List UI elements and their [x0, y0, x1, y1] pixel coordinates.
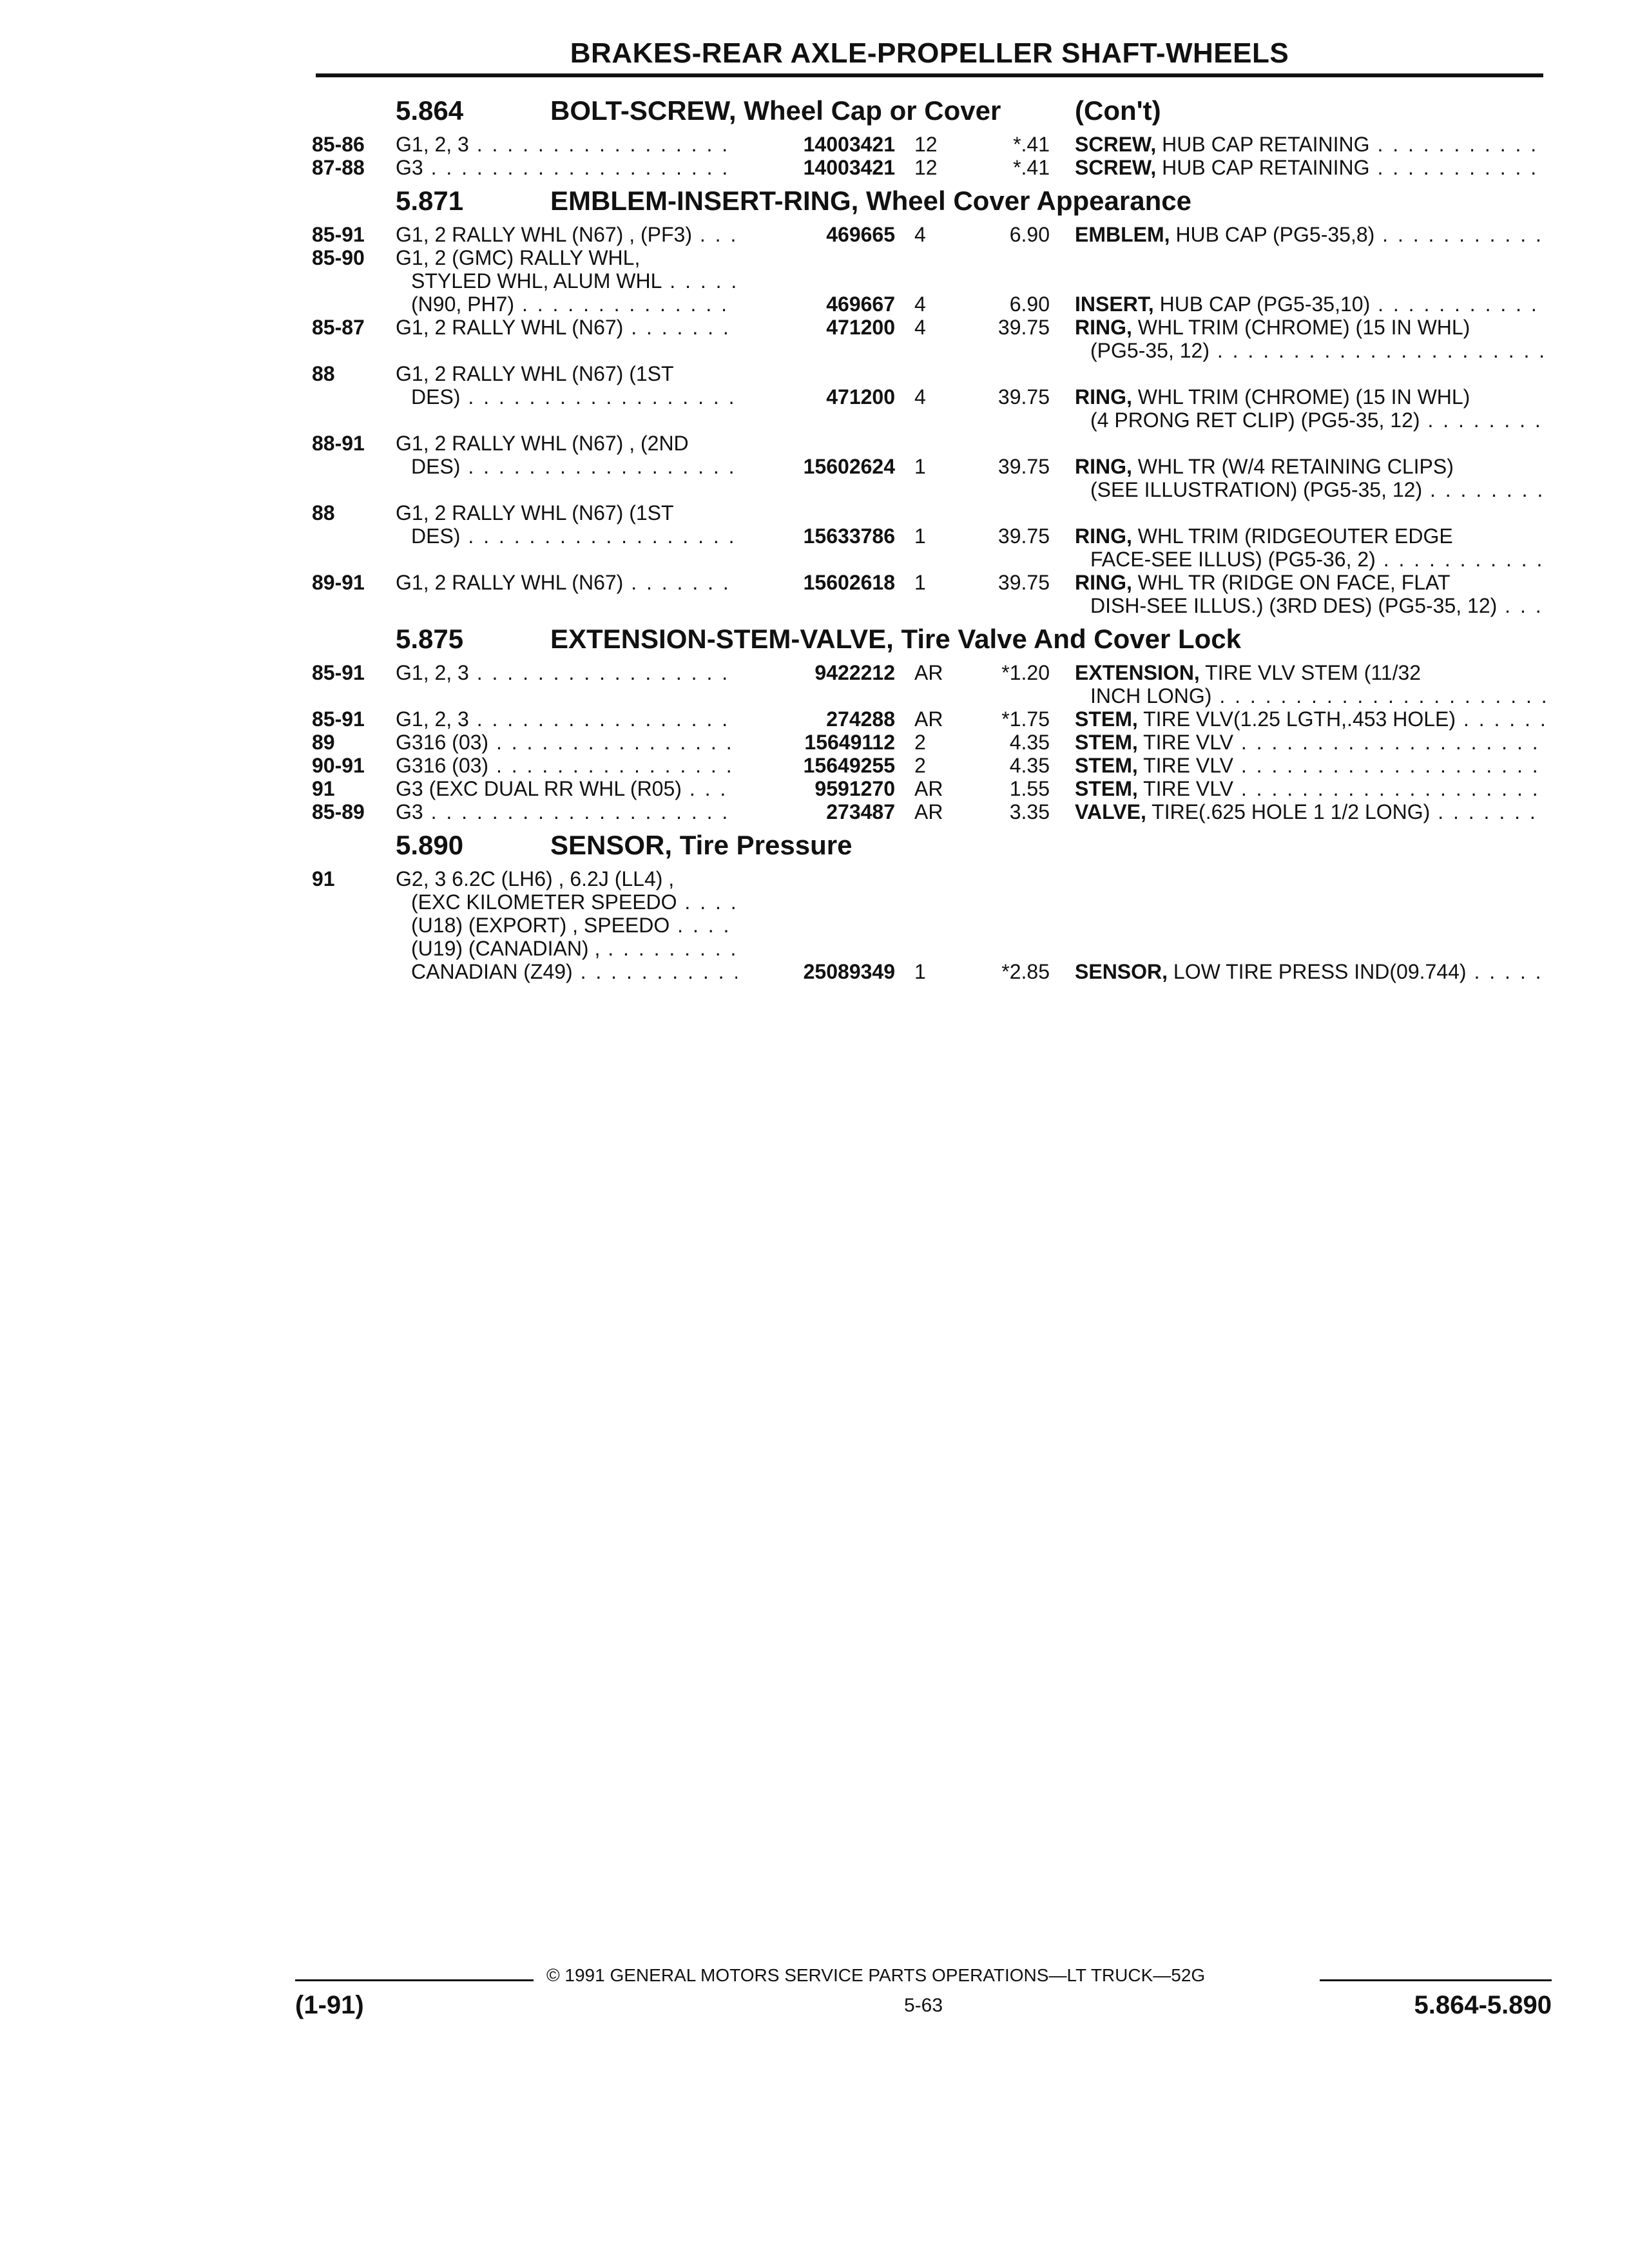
application-line: (U19) (CANADIAN) , . . .	[396, 937, 737, 960]
description-text: HUB CAP (PG5-35,10)	[1153, 293, 1371, 316]
model-year: 88-91	[312, 432, 365, 455]
part-description	[1075, 385, 1547, 432]
description-keyword: SCREW,	[1075, 133, 1157, 156]
description-text: WHL TRIM (CHROME) (15 IN WHL)	[1132, 385, 1470, 408]
application	[396, 661, 737, 684]
application	[396, 432, 737, 478]
part-description	[1075, 707, 1547, 731]
price: 3.35	[1009, 800, 1050, 823]
description-text: TIRE VLV	[1137, 731, 1233, 754]
model-year: 91	[312, 777, 335, 800]
footer-rule-right	[1320, 1979, 1552, 1981]
application	[396, 777, 737, 800]
price: 39.75	[998, 524, 1050, 548]
description-line	[1075, 800, 1547, 823]
part-number: 15602618	[803, 571, 895, 594]
application-line: G316 (03) . . .	[396, 754, 737, 777]
description-line	[1075, 223, 1547, 246]
part-number: 274288	[826, 707, 895, 731]
model-year: 89-91	[312, 571, 365, 594]
part-row	[312, 731, 1547, 754]
part-description	[1075, 455, 1547, 501]
quantity: 12	[914, 133, 938, 156]
section-number: 5.875	[396, 624, 464, 654]
description-keyword: SENSOR,	[1075, 960, 1168, 983]
parts-catalog-content	[312, 89, 1547, 983]
price: *.41	[1013, 133, 1050, 156]
model-year: 91	[312, 867, 335, 890]
part-row	[312, 246, 1547, 316]
description-line	[1075, 156, 1547, 179]
quantity: 4	[914, 223, 926, 246]
description-line	[1075, 133, 1547, 156]
part-row	[312, 432, 1547, 501]
part-description	[1075, 156, 1547, 179]
section-number: 5.864	[396, 95, 464, 126]
description-keyword: STEM,	[1075, 707, 1138, 731]
description-text: TIRE(.625 HOLE 1 1/2 LONG)	[1146, 800, 1431, 823]
part-description	[1075, 800, 1547, 823]
part-description	[1075, 133, 1547, 156]
application	[396, 707, 737, 731]
price: *1.75	[1001, 707, 1050, 731]
application-line: G1, 2 RALLY WHL (N67) (1ST	[396, 501, 674, 524]
application-line: G316 (03) . . .	[396, 731, 737, 754]
section-number: 5.871	[396, 186, 464, 216]
price: *1.20	[1001, 661, 1050, 684]
part-description	[1075, 571, 1547, 617]
part-row	[312, 777, 1547, 800]
part-row	[312, 867, 1547, 983]
application-line: CANADIAN (Z49) . . .	[396, 960, 737, 983]
application-line: G1, 2 RALLY WHL (N67) (1ST	[396, 362, 674, 385]
application	[396, 754, 737, 777]
application-line: (U18) (EXPORT) , SPEEDO . . .	[396, 914, 737, 937]
description-keyword: VALVE,	[1075, 800, 1146, 823]
model-year: 90-91	[312, 754, 365, 777]
section-name: EXTENSION-STEM-VALVE, Tire Valve And Cover Lock	[550, 624, 1242, 654]
part-description	[1075, 524, 1547, 571]
price: 4.35	[1009, 731, 1050, 754]
part-description	[1075, 293, 1547, 316]
application-line: STYLED WHL, ALUM WHL . . .	[396, 269, 737, 293]
footer-copyright: © 1991 GENERAL MOTORS SERVICE PARTS OPERATIONS—LT TRUCK—52G	[546, 1965, 1206, 1985]
quantity: AR	[914, 707, 943, 731]
part-number: 9591270	[815, 777, 895, 800]
part-number: 471200	[826, 385, 895, 408]
description-line	[1075, 960, 1547, 983]
application-line: G2, 3 6.2C (LH6) , 6.2J (LL4) ,	[396, 867, 675, 890]
part-number: 25089349	[803, 960, 895, 983]
description-keyword: RING,	[1075, 316, 1132, 339]
application	[396, 246, 737, 316]
description-text: WHL TRIM (CHROME) (15 IN WHL)	[1132, 316, 1470, 339]
price: 39.75	[998, 385, 1050, 408]
description-text: WHL TR (W/4 RETAINING CLIPS)	[1132, 455, 1454, 478]
part-row	[312, 707, 1547, 731]
quantity: 1	[914, 571, 926, 594]
application	[396, 316, 737, 339]
description-text: HUB CAP RETAINING	[1156, 156, 1370, 179]
application-line: G1, 2, 3 . . .	[396, 133, 737, 156]
description-keyword: RING,	[1075, 571, 1132, 594]
model-year: 85-89	[312, 800, 365, 823]
description-line	[1075, 731, 1547, 754]
footer-rule-left	[295, 1979, 534, 1981]
description-line: (SEE ILLUSTRATION) (PG5-35, 12) . . .	[1075, 478, 1547, 501]
page-header	[316, 37, 1543, 77]
description-text: WHL TR (RIDGE ON FACE, FLAT	[1132, 571, 1451, 594]
part-description	[1075, 316, 1547, 362]
section-heading	[312, 95, 1547, 130]
footer-section-range: 5.864-5.890	[1414, 1991, 1552, 2019]
description-keyword: INSERT,	[1075, 293, 1154, 316]
application	[396, 156, 737, 179]
part-row	[312, 754, 1547, 777]
price: 6.90	[1009, 223, 1050, 246]
model-year: 88	[312, 501, 335, 524]
description-keyword: STEM,	[1075, 777, 1138, 800]
description-text: TIRE VLV	[1137, 777, 1233, 800]
model-year: 85-87	[312, 316, 365, 339]
section-number: 5.890	[396, 830, 464, 860]
part-number: 14003421	[803, 133, 895, 156]
description-line: (PG5-35, 12) . . .	[1075, 339, 1547, 362]
description-text: TIRE VLV	[1137, 754, 1233, 777]
part-number: 471200	[826, 316, 895, 339]
application	[396, 867, 737, 983]
application-line: G1, 2 RALLY WHL (N67) , (2ND	[396, 432, 689, 455]
page-footer	[295, 1965, 1552, 2023]
price: 39.75	[998, 316, 1050, 339]
description-text: HUB CAP RETAINING	[1156, 133, 1370, 156]
section-continued: (Con't)	[1075, 95, 1161, 126]
part-description	[1075, 223, 1547, 246]
application	[396, 800, 737, 823]
application-line: G1, 2 (GMC) RALLY WHL,	[396, 246, 641, 269]
section-name: EMBLEM-INSERT-RING, Wheel Cover Appearance	[550, 186, 1191, 216]
model-year: 88	[312, 362, 335, 385]
application-line: (EXC KILOMETER SPEEDO . . .	[396, 890, 737, 914]
model-year: 85-90	[312, 246, 365, 269]
description-keyword: SCREW,	[1075, 156, 1157, 179]
section-heading	[312, 186, 1547, 220]
part-row	[312, 800, 1547, 823]
application-line: DES) . . .	[396, 455, 737, 478]
description-line	[1075, 777, 1547, 800]
part-number: 469667	[826, 293, 895, 316]
section-heading	[312, 830, 1547, 865]
part-number: 15633786	[803, 524, 895, 548]
quantity: 1	[914, 524, 926, 548]
description-keyword: STEM,	[1075, 754, 1138, 777]
description-line: DISH-SEE ILLUS.) (3RD DES) (PG5-35, 12) . . .	[1075, 594, 1547, 617]
price: *.41	[1013, 156, 1050, 179]
part-description	[1075, 777, 1547, 800]
application-line: G1, 2, 3 . . .	[396, 707, 737, 731]
application-line: G3 (EXC DUAL RR WHL (R05) . . .	[396, 777, 737, 800]
application-line: DES) . . .	[396, 385, 737, 408]
description-text: TIRE VLV STEM (11/32	[1199, 661, 1422, 684]
description-line	[1075, 316, 1547, 339]
description-line	[1075, 571, 1547, 594]
section-heading	[312, 624, 1547, 658]
description-text: LOW TIRE PRESS IND(09.744)	[1168, 960, 1467, 983]
part-number: 15602624	[803, 455, 895, 478]
part-row	[312, 316, 1547, 362]
description-line	[1075, 455, 1547, 478]
description-keyword: RING,	[1075, 524, 1132, 548]
part-row	[312, 362, 1547, 432]
part-row	[312, 133, 1547, 156]
application-line: DES) . . .	[396, 524, 737, 548]
quantity: AR	[914, 777, 943, 800]
application-line: G1, 2 RALLY WHL (N67) . . .	[396, 571, 737, 594]
application-line: G1, 2 RALLY WHL (N67) . . .	[396, 316, 737, 339]
quantity: 4	[914, 293, 926, 316]
model-year: 89	[312, 731, 335, 754]
application	[396, 731, 737, 754]
description-line	[1075, 385, 1547, 408]
price: 4.35	[1009, 754, 1050, 777]
application-line: G3 . . .	[396, 800, 737, 823]
description-line: (4 PRONG RET CLIP) (PG5-35, 12) . . .	[1075, 408, 1547, 432]
description-line: FACE-SEE ILLUS) (PG5-36, 2) . . .	[1075, 548, 1547, 571]
footer-bottom	[295, 1991, 1552, 2023]
quantity: 2	[914, 754, 926, 777]
description-line	[1075, 707, 1547, 731]
application	[396, 501, 737, 548]
price: 39.75	[998, 455, 1050, 478]
description-line	[1075, 524, 1547, 548]
quantity: 1	[914, 455, 926, 478]
quantity: 4	[914, 316, 926, 339]
application-line: G3 . . .	[396, 156, 737, 179]
description-text: TIRE VLV(1.25 LGTH,.453 HOLE)	[1137, 707, 1456, 731]
part-row	[312, 571, 1547, 617]
part-number: 469665	[826, 223, 895, 246]
price: 1.55	[1009, 777, 1050, 800]
description-keyword: EXTENSION,	[1075, 661, 1200, 684]
price: *2.85	[1001, 960, 1050, 983]
part-description	[1075, 731, 1547, 754]
application-line: G1, 2, 3 . . .	[396, 661, 737, 684]
description-line	[1075, 661, 1547, 684]
model-year: 85-91	[312, 661, 365, 684]
description-keyword: EMBLEM,	[1075, 223, 1170, 246]
part-number: 9422212	[815, 661, 895, 684]
model-year: 85-91	[312, 223, 365, 246]
application-line: (N90, PH7) . . .	[396, 293, 737, 316]
footer-page-number: 5-63	[903, 1995, 943, 2016]
description-line: INCH LONG) . . .	[1075, 684, 1547, 707]
part-number: 15649255	[803, 754, 895, 777]
application	[396, 133, 737, 156]
quantity: 12	[914, 156, 938, 179]
part-number: 273487	[826, 800, 895, 823]
description-line	[1075, 754, 1547, 777]
quantity: AR	[914, 661, 943, 684]
price: 6.90	[1009, 293, 1050, 316]
application	[396, 571, 737, 594]
part-description	[1075, 661, 1547, 707]
section-name: SENSOR, Tire Pressure	[550, 830, 853, 860]
application	[396, 362, 737, 408]
part-number: 15649112	[804, 731, 895, 754]
quantity: 2	[914, 731, 926, 754]
part-description	[1075, 960, 1547, 983]
part-description	[1075, 754, 1547, 777]
model-year: 85-86	[312, 133, 365, 156]
description-keyword: RING,	[1075, 455, 1132, 478]
section-name: BOLT-SCREW, Wheel Cap or Cover	[550, 95, 1001, 126]
application-line: G1, 2 RALLY WHL (N67) , (PF3) . . .	[396, 223, 737, 246]
part-row	[312, 223, 1547, 246]
description-text: WHL TRIM (RIDGEOUTER EDGE	[1132, 524, 1453, 548]
quantity: 4	[914, 385, 926, 408]
price: 39.75	[998, 571, 1050, 594]
footer-copyright-line	[295, 1965, 1552, 1991]
part-row	[312, 661, 1547, 707]
description-keyword: STEM,	[1075, 731, 1138, 754]
application	[396, 223, 737, 246]
description-text: HUB CAP (PG5-35,8)	[1170, 223, 1375, 246]
part-row	[312, 501, 1547, 571]
footer-revision: (1-91)	[295, 1991, 364, 2019]
model-year: 87-88	[312, 156, 365, 179]
part-number: 14003421	[803, 156, 895, 179]
quantity: 1	[914, 960, 926, 983]
model-year: 85-91	[312, 707, 365, 731]
part-row	[312, 156, 1547, 179]
quantity: AR	[914, 800, 943, 823]
page-title: BRAKES-REAR AXLE-PROPELLER SHAFT-WHEELS	[570, 37, 1289, 69]
description-keyword: RING,	[1075, 385, 1132, 408]
description-line	[1075, 293, 1547, 316]
